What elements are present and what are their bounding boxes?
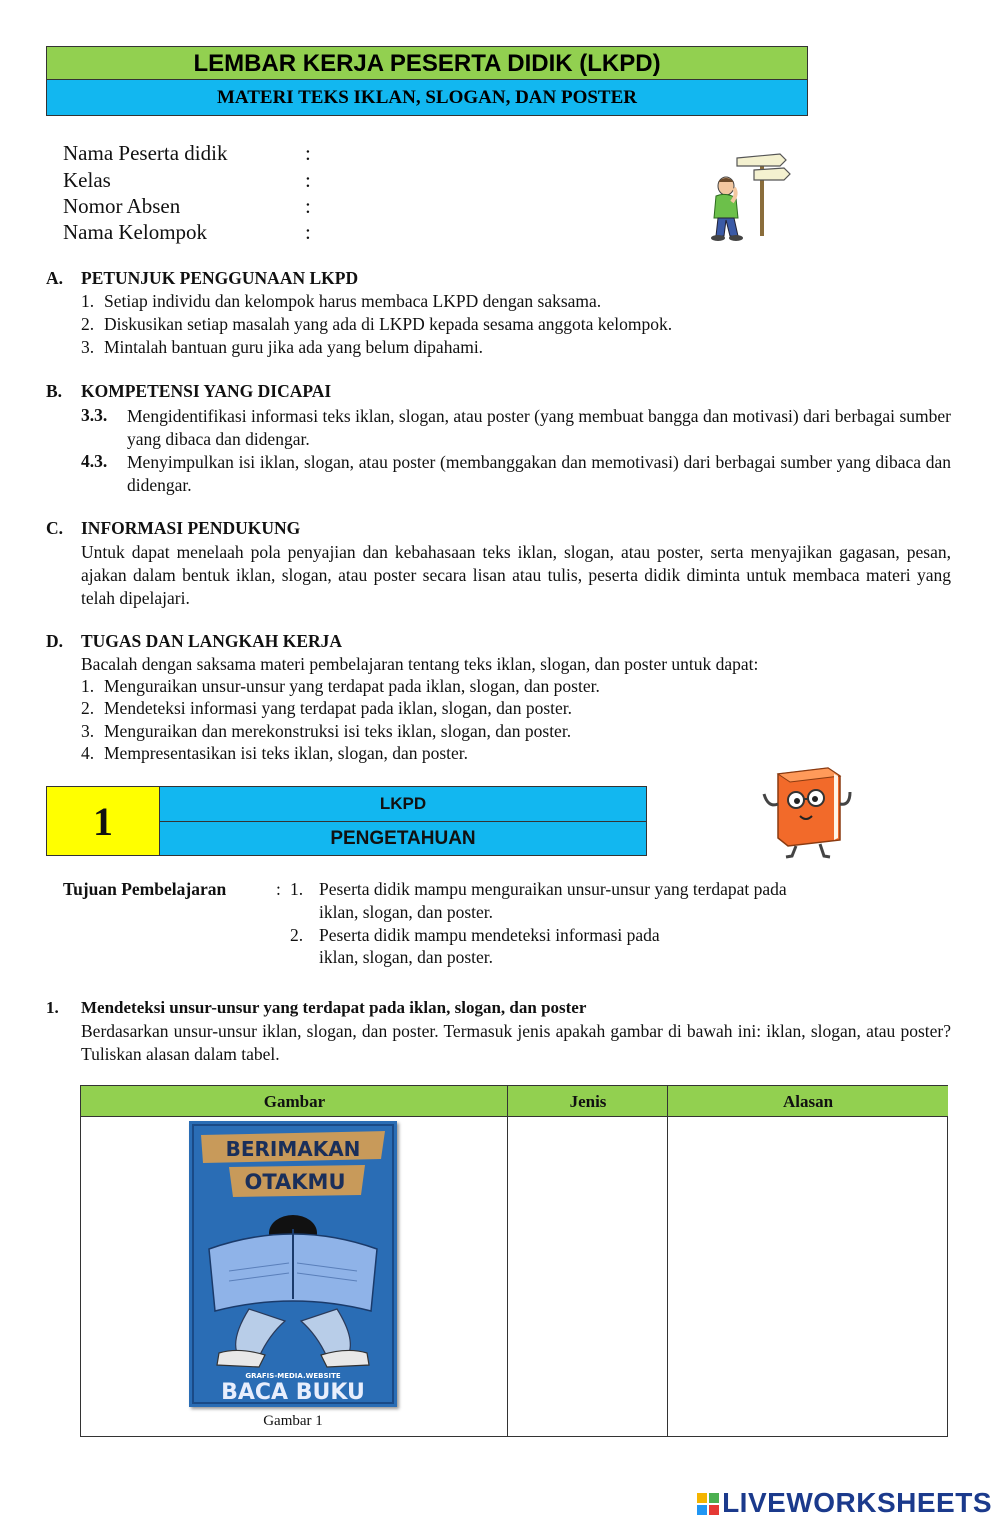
lkpd-label: LKPD [159, 786, 647, 822]
column-header-gambar: Gambar [81, 1086, 508, 1117]
section-c-title: INFORMASI PENDUKUNG [81, 518, 301, 538]
column-divider [507, 1086, 508, 1436]
worksheet-subtitle: MATERI TEKS IKLAN, SLOGAN, DAN POSTER [46, 80, 808, 116]
tujuan-item-line: Peserta didik mampu mendeteksi informasi pada [319, 925, 660, 945]
task-instructions: Berdasarkan unsur-unsur iklan, slogan, dan poster. Termasuk jenis apakah gambar di bawah ini: iklan, slogan, atau poster? Tuliskan alasan dalam tabel. [81, 1021, 951, 1064]
section-d-title: TUGAS DAN LANGKAH KERJA [81, 631, 343, 651]
competency-number: 4.3. [81, 451, 108, 471]
competency-text: Mengidentifikasi informasi teks iklan, slogan, atau poster (yang membuat bangga dan motivasi) dari berbagai sumber yang dibaca dan didengar. [127, 406, 951, 449]
poster-image [189, 1121, 397, 1407]
image-caption: Gambar 1 [263, 1413, 323, 1429]
poster-headline-line1: BERIMAKAN [225, 1137, 361, 1161]
competency-text: Menyimpulkan isi iklan, slogan, atau poster (membanggakan dan memotivasi) dari berbagai sumber yang dibaca dan didengar. [127, 452, 951, 495]
task-title: Mendeteksi unsur-unsur yang terdapat pada iklan, slogan, dan poster [81, 998, 587, 1017]
lkpd-number: 1 [46, 786, 160, 856]
section-d-item: 2. Mendeteksi informasi yang terdapat pada iklan, slogan, dan poster. [81, 698, 572, 718]
group-name-label: Nama Kelompok [63, 220, 208, 244]
student-name-label: Nama Peserta didik [63, 141, 228, 165]
section-a-item: 3. Mintalah bantuan guru jika ada yang belum dipahami. [81, 337, 484, 357]
tujuan-colon: : [276, 879, 281, 899]
section-c-letter: C. [46, 518, 64, 538]
liveworksheets-icon [697, 1490, 719, 1512]
jenis-answer-cell[interactable] [509, 1118, 666, 1436]
class-label: Kelas [63, 168, 111, 192]
poster-credit: GRAFIS-MEDIA.WEBSITE [245, 1372, 341, 1380]
student-name-colon: : [305, 141, 311, 165]
worksheet-title: LEMBAR KERJA PESERTA DIDIK (LKPD) [46, 46, 808, 80]
tujuan-item-line: iklan, slogan, dan poster. [319, 947, 494, 967]
tujuan-item-line: iklan, slogan, dan poster. [319, 902, 494, 922]
alasan-answer-cell[interactable] [669, 1118, 947, 1436]
liveworksheets-wordmark: LIVEWORKSHEETS [722, 1487, 992, 1518]
section-d-item: 4. Mempresentasikan isi teks iklan, slogan, dan poster. [81, 743, 469, 763]
poster-artwork [189, 1121, 397, 1407]
absen-number-colon: : [305, 194, 311, 218]
lkpd-type: PENGETAHUAN [159, 821, 647, 856]
tujuan-item-number: 1. [290, 879, 304, 899]
poster-footer: BACA BUKU [221, 1380, 365, 1405]
section-c-text: Untuk dapat menelaah pola penyajian dan kebahasaan teks iklan, slogan, atau poster, serta menyajikan gagasan, pesan, ajakan dalam bentuk iklan, slogan, atau poster secara lisan atau tulis, peserta didik diminta untuk membaca materi yang telah dipelajari. [81, 542, 951, 608]
column-divider [667, 1086, 668, 1436]
absen-number-label: Nomor Absen [63, 194, 181, 218]
book-mascot-illustration [758, 764, 854, 860]
section-d-heading [46, 631, 342, 652]
class-colon: : [305, 168, 311, 192]
section-a-title: PETUNJUK PENGGUNAAN LKPD [81, 268, 359, 288]
tujuan-item-line: Peserta didik mampu menguraikan unsur-unsur yang terdapat pada [319, 879, 787, 899]
group-name-colon: : [305, 220, 311, 244]
section-d-letter: D. [46, 631, 64, 651]
section-d-item: 1. Menguraikan unsur-unsur yang terdapat pada iklan, slogan, dan poster. [81, 676, 600, 696]
thinking-man-signpost-illustration [704, 150, 794, 246]
section-a-heading [46, 268, 358, 289]
poster-headline-line2: OTAKMU [244, 1170, 346, 1194]
liveworksheets-logo [697, 1487, 992, 1519]
section-d-intro: Bacalah dengan saksama materi pembelajaran tentang teks iklan, slogan, dan poster untuk dapat: [81, 654, 759, 674]
section-a-item: 2. Diskusikan setiap masalah yang ada di LKPD kepada sesama anggota kelompok. [81, 314, 673, 334]
section-b-letter: B. [46, 381, 63, 401]
section-b-title: KOMPETENSI YANG DICAPAI [81, 381, 332, 401]
task-number: 1. [46, 998, 59, 1017]
tujuan-item-number: 2. [290, 925, 304, 945]
column-header-jenis: Jenis [508, 1086, 668, 1117]
section-a-item: 1. Setiap individu dan kelompok harus membaca LKPD dengan saksama. [81, 291, 602, 311]
column-header-alasan: Alasan [668, 1086, 948, 1117]
competency-number: 3.3. [81, 405, 108, 425]
section-d-item: 3. Menguraikan dan merekonstruksi isi teks iklan, slogan, dan poster. [81, 721, 572, 741]
section-c-heading [46, 518, 300, 539]
section-b-heading [46, 381, 331, 402]
tujuan-label: Tujuan Pembelajaran [63, 879, 227, 899]
section-a-letter: A. [46, 268, 64, 288]
